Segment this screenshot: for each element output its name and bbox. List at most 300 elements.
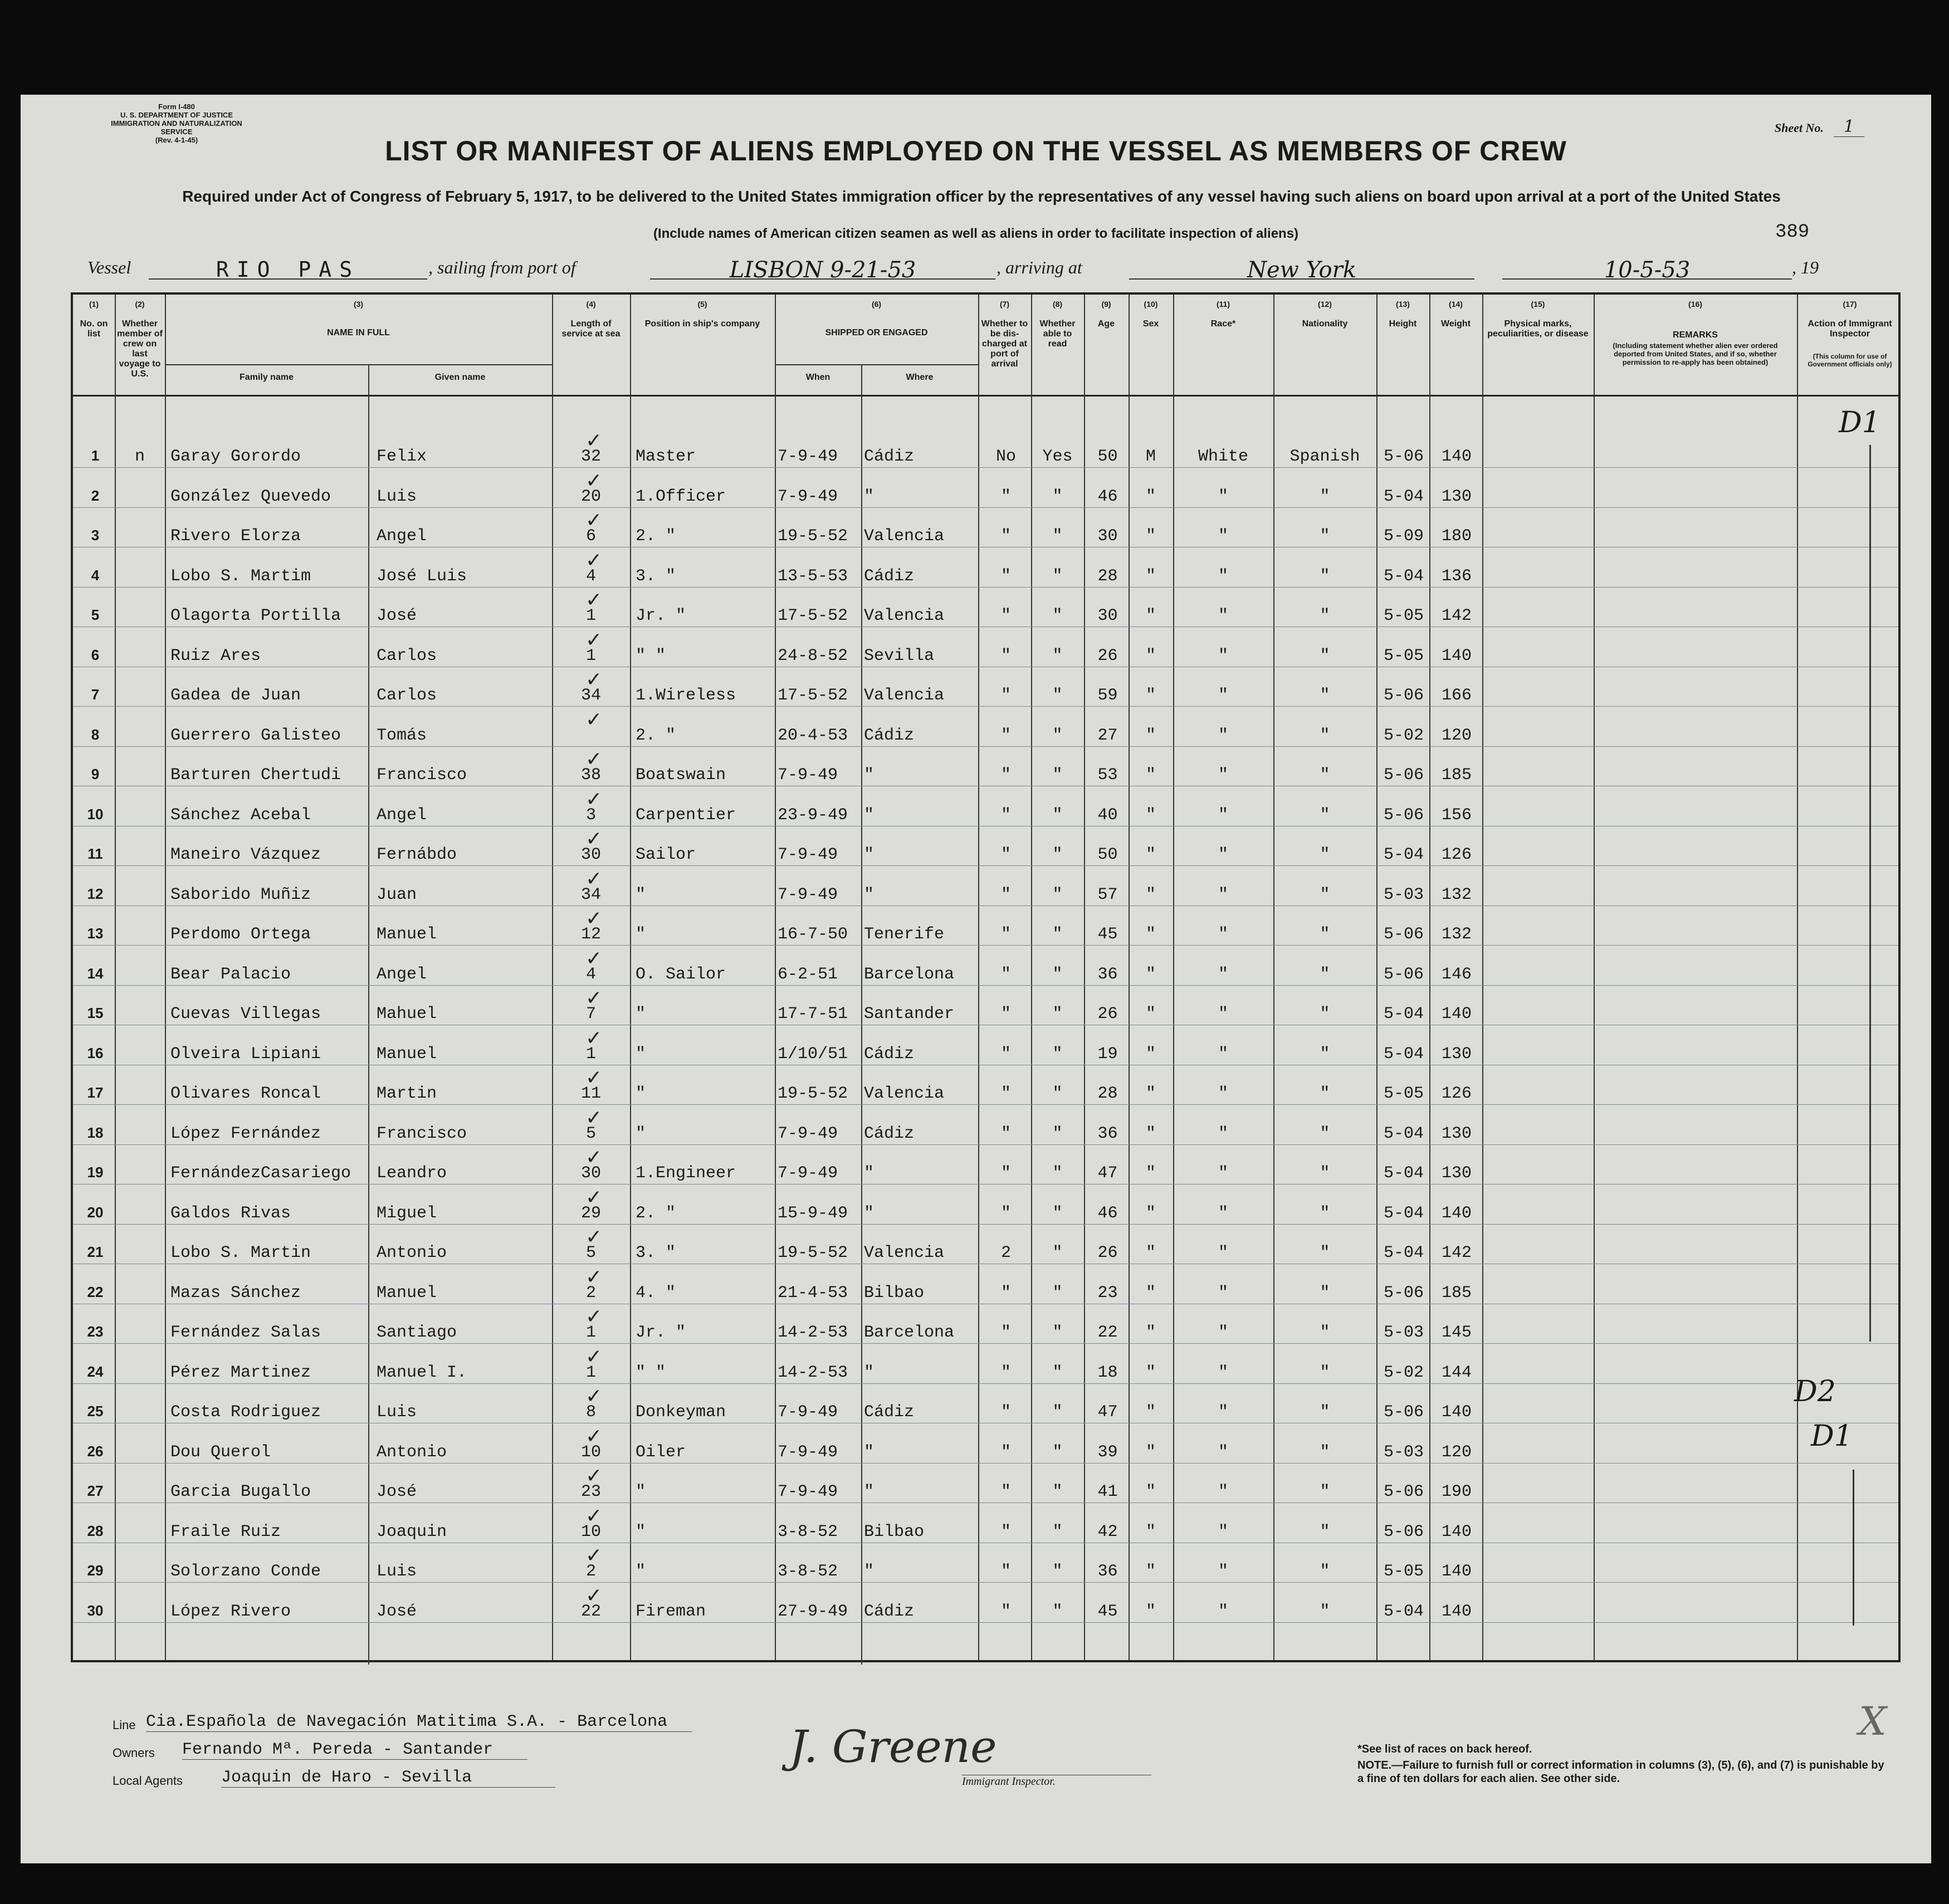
action-d1-top: D1 [1839, 406, 1880, 439]
row-rule [73, 1383, 1898, 1384]
cell-wt: 132 [1441, 885, 1472, 904]
cell-ht: 5-06 [1383, 925, 1424, 944]
cell-nat: " [1320, 606, 1330, 625]
cell-age: 26 [1097, 646, 1118, 665]
cell-where: " [864, 1363, 875, 1382]
cell-where: Valencia [864, 527, 945, 546]
cell-dis: " [1000, 1084, 1011, 1103]
cell-race: " [1218, 1482, 1228, 1501]
cell-nat: Spanish [1289, 447, 1360, 466]
row-rule [73, 1184, 1898, 1185]
check-mark-icon: ✓ [585, 469, 603, 492]
cell-dis: " [1000, 1203, 1011, 1223]
cell-when: 20-4-53 [778, 726, 848, 745]
check-mark-icon: ✓ [585, 1146, 603, 1169]
cell-family: López Fernández [170, 1124, 321, 1143]
requirement-text: Required under Act of Congress of February 5, 1917, to be delivered to the United States immigration officer by the representatives of any vessel having such aliens on board upon arrival at a port of the United States [182, 188, 1781, 205]
cell-pos: Fireman [636, 1602, 706, 1621]
cell-read: " [1052, 845, 1063, 864]
cell-ht: 5-06 [1383, 766, 1424, 785]
cell-pos: Jr. " [636, 1323, 686, 1342]
cell-ht: 5-04 [1383, 1244, 1424, 1262]
cell-sex: " [1145, 487, 1156, 506]
column-rule [1129, 295, 1130, 1660]
column-number: (14) [1449, 300, 1463, 309]
column-rule [165, 295, 166, 1660]
cell-dis: " [1000, 1164, 1011, 1183]
cell-when: 19-5-52 [778, 1244, 848, 1262]
cell-nat: " [1320, 487, 1330, 506]
cell-race: " [1218, 1403, 1228, 1422]
cell-svc: 8 [585, 1403, 596, 1422]
races-note: *See list of races on back hereof. [1357, 1743, 1532, 1755]
cell-sex: " [1145, 726, 1156, 745]
cell-ht: 5-06 [1383, 1283, 1424, 1303]
cell-read: " [1052, 1164, 1063, 1183]
row-rule [73, 626, 1898, 627]
column-rule [1482, 295, 1483, 1660]
cell-age: 28 [1097, 1084, 1118, 1103]
cell-ht: 5-05 [1383, 1084, 1424, 1103]
column-header: Position in ship's company [644, 319, 760, 329]
cell-race: " [1218, 1124, 1228, 1143]
cell-race: " [1218, 1164, 1228, 1183]
cell-no: 24 [87, 1363, 104, 1380]
check-mark-icon: ✓ [585, 1026, 603, 1050]
cell-dis: " [1000, 686, 1011, 705]
cell-where: Cádiz [864, 726, 915, 745]
cell-when: 14-2-53 [778, 1363, 848, 1382]
cell-when: 19-5-52 [778, 527, 848, 546]
cell-sex: " [1145, 805, 1156, 825]
column-header: SHIPPED OR ENGAGED [825, 328, 928, 337]
cell-read: Yes [1042, 447, 1073, 466]
cell-where: " [864, 805, 875, 825]
cell-when: 7-9-49 [778, 1124, 838, 1143]
column-header: Length of service at sea [561, 319, 621, 339]
cell-family: Fernández Salas [170, 1323, 321, 1342]
cell-where: Bilbao [864, 1283, 925, 1303]
cell-pos: " [636, 1562, 646, 1581]
cell-no: 15 [87, 1005, 104, 1021]
row-rule [73, 507, 1898, 508]
check-mark-icon: ✓ [585, 1425, 603, 1448]
cell-given: Manuel I. [377, 1363, 467, 1382]
cell-where: Cádiz [864, 1124, 915, 1143]
cell-dis: " [1000, 487, 1011, 506]
cell-where: Tenerife [864, 925, 945, 944]
cell-given: Martin [377, 1084, 437, 1103]
cell-wt: 120 [1441, 726, 1472, 745]
column-rule [1594, 295, 1595, 1660]
cell-where: Cádiz [864, 1403, 915, 1422]
cell-svc: 7 [585, 1005, 596, 1024]
cell-ht: 5-06 [1383, 686, 1424, 705]
cell-wt: 140 [1441, 1403, 1472, 1422]
cell-read: " [1052, 1283, 1063, 1303]
cell-no: 22 [87, 1283, 104, 1300]
cell-no: 14 [87, 965, 104, 982]
row-rule [73, 1224, 1898, 1225]
cell-no: 26 [87, 1442, 104, 1460]
cell-when: 7-9-49 [778, 1482, 838, 1501]
cell-age: 42 [1097, 1522, 1118, 1541]
cell-where: " [864, 1562, 875, 1581]
cell-dis: " [1000, 1363, 1011, 1382]
owners-value: Fernando Mª. Pereda - Santander [182, 1740, 527, 1760]
cell-no: 28 [87, 1522, 104, 1539]
crew-table [71, 292, 1901, 1662]
cell-read: " [1052, 1482, 1063, 1501]
cell-given: Tomás [377, 726, 427, 745]
cell-read: " [1052, 805, 1063, 825]
row-rule [73, 1343, 1898, 1344]
column-subheader: Where [906, 373, 934, 382]
cell-read: " [1052, 1005, 1063, 1024]
column-number: (13) [1396, 300, 1410, 309]
cell-pos: 1.Engineer [636, 1164, 736, 1183]
cell-race: " [1218, 606, 1228, 625]
cell-family: Galdos Rivas [170, 1203, 291, 1223]
remarks-note: (Including statement whether alien ever ordered deported from United States, and if so, whether permission to re-apply has been obtained) [1613, 341, 1778, 366]
cell-where: Cádiz [864, 447, 915, 466]
vessel-name: RIO PAS [149, 257, 427, 280]
cell-svc: 10 [580, 1522, 601, 1541]
cell-sex: " [1145, 1522, 1156, 1541]
cell-read: " [1052, 1602, 1063, 1621]
cell-read: " [1052, 646, 1063, 665]
cell-age: 18 [1097, 1363, 1118, 1382]
cell-when: 7-9-49 [778, 1403, 838, 1422]
cell-family: Ruiz Ares [170, 646, 261, 665]
cell-when: 27-9-49 [778, 1602, 848, 1621]
cell-read: " [1052, 527, 1063, 546]
cell-read: " [1052, 606, 1063, 625]
inspector-label: Immigrant Inspector. [962, 1775, 1151, 1788]
cell-svc: 32 [580, 447, 601, 466]
cell-ht: 5-05 [1383, 606, 1424, 625]
cell-given: Luis [377, 1403, 417, 1422]
cell-given: Angel [377, 965, 427, 984]
column-number: (16) [1688, 300, 1702, 309]
cell-sex: " [1145, 1124, 1156, 1143]
cell-no: 10 [87, 805, 104, 823]
cell-family: Dou Querol [170, 1442, 271, 1462]
cell-wt: 140 [1441, 447, 1472, 466]
cell-no: 11 [87, 845, 103, 862]
cell-dis: " [1000, 885, 1011, 904]
cell-svc: 30 [580, 1164, 601, 1183]
cell-race: " [1218, 1283, 1228, 1303]
cell-pos: Oiler [636, 1442, 686, 1462]
cell-age: 28 [1097, 566, 1118, 586]
column-number: (8) [1052, 300, 1063, 309]
cell-where: Valencia [864, 1084, 945, 1103]
column-number: (12) [1318, 300, 1332, 309]
row-rule [73, 746, 1898, 747]
column-header: Nationality [1302, 319, 1348, 329]
cell-read: " [1052, 1203, 1063, 1223]
cell-where: " [864, 1203, 875, 1223]
cell-ht: 5-02 [1383, 1363, 1424, 1382]
cell-age: 27 [1097, 726, 1118, 745]
check-mark-icon: ✓ [585, 708, 603, 731]
cell-where: " [864, 1482, 875, 1501]
cell-wt: 126 [1441, 1084, 1472, 1103]
cell-no: 23 [87, 1323, 104, 1340]
cell-wt: 130 [1441, 1124, 1472, 1143]
cell-svc: 2 [585, 1283, 596, 1303]
cell-given: Felix [377, 447, 427, 466]
cell-given: Carlos [377, 686, 437, 705]
cell-sex: " [1145, 1403, 1156, 1422]
cell-read: " [1052, 1522, 1063, 1541]
cell-pos: Carpentier [636, 805, 736, 825]
cell-when: 19-5-52 [778, 1084, 848, 1103]
cell-pos: Sailor [636, 845, 696, 864]
cell-nat: " [1320, 527, 1330, 546]
cell-race: " [1218, 1005, 1228, 1024]
cell-where: Barcelona [864, 1323, 955, 1342]
cell-when: 13-5-53 [778, 566, 848, 586]
cell-when: 7-9-49 [778, 1442, 838, 1462]
cell-read: " [1052, 1323, 1063, 1342]
cell-family: López Rivero [170, 1602, 291, 1621]
column-number: (11) [1216, 300, 1230, 309]
cell-given: Joaquin [377, 1522, 447, 1541]
cell-given: Manuel [377, 1044, 437, 1064]
cell-given: José Luis [377, 566, 467, 586]
cell-read: " [1052, 1044, 1063, 1064]
cell-family: Solorzano Conde [170, 1562, 321, 1581]
cell-svc: 23 [580, 1482, 601, 1501]
cell-nat: " [1320, 1442, 1330, 1462]
cell-sex: " [1145, 1005, 1156, 1024]
cell-wt: 180 [1441, 527, 1472, 546]
cell-read: " [1052, 487, 1063, 506]
column-number: (7) [999, 300, 1010, 309]
cell-nat: " [1320, 1164, 1330, 1183]
penalty-note: NOTE.—Failure to furnish full or correct information in columns (3), (5), (6), and (7) is punishable by a fine of ten dollars for each alien. See other side. [1357, 1759, 1884, 1785]
cell-dis: " [1000, 1323, 1011, 1342]
cell-nat: " [1320, 1005, 1330, 1024]
cell-no: 4 [91, 566, 100, 584]
cell-when: 16-7-50 [778, 925, 848, 944]
cell-nat: " [1320, 766, 1330, 785]
cell-given: Fernábdo [377, 845, 457, 864]
cell-read: " [1052, 1403, 1063, 1422]
cell-nat: " [1320, 925, 1330, 944]
check-mark-icon: ✓ [585, 1066, 603, 1089]
cell-given: Francisco [377, 766, 467, 785]
cell-read: " [1052, 1562, 1063, 1581]
cell-where: Santander [864, 1005, 955, 1024]
cell-where: " [864, 885, 875, 904]
cell-age: 19 [1097, 1044, 1118, 1064]
cell-pos: 4. " [636, 1283, 676, 1303]
cell-no: 30 [87, 1602, 104, 1619]
cell-dis: " [1000, 1283, 1011, 1303]
cell-nat: " [1320, 1482, 1330, 1501]
cell-where: Barcelona [864, 965, 955, 984]
cell-race: " [1218, 1562, 1228, 1581]
cell-nat: " [1320, 1124, 1330, 1143]
cell-family: Mazas Sánchez [170, 1283, 301, 1303]
cell-svc: 1 [585, 1363, 596, 1382]
cell-no: 9 [91, 766, 100, 782]
departure-port: LISBON 9-21-53 [650, 257, 995, 280]
check-mark-icon: ✓ [585, 1186, 603, 1209]
cell-family: Saborido Muñiz [170, 885, 311, 904]
cell-no: 7 [91, 686, 100, 703]
cell-age: 30 [1097, 527, 1118, 546]
cell-sex: " [1145, 527, 1156, 546]
cell-age: 26 [1097, 1005, 1118, 1024]
cell-ht: 5-06 [1383, 1482, 1424, 1501]
cell-when: 7-9-49 [778, 1164, 838, 1183]
column-number: (6) [871, 300, 882, 309]
cell-where: Valencia [864, 1244, 945, 1262]
cell-wt: 140 [1441, 1562, 1472, 1581]
column-header: Height [1389, 319, 1417, 329]
cell-age: 36 [1097, 1124, 1118, 1143]
cell-nat: " [1320, 805, 1330, 825]
cell-given: José [377, 606, 417, 625]
cell-pos: " [636, 925, 646, 944]
cell-when: 15-9-49 [778, 1203, 848, 1223]
line-value: Cia.Española de Navegación Matitima S.A. - Barcelona [146, 1712, 692, 1732]
cell-age: 47 [1097, 1403, 1118, 1422]
sheet-number: Sheet No. 1 [1775, 117, 1864, 136]
cell-no: 6 [91, 646, 100, 663]
cell-race: " [1218, 965, 1228, 984]
row-rule [73, 865, 1898, 866]
cell-dis: " [1000, 566, 1011, 586]
cell-sex: " [1145, 1562, 1156, 1581]
cell-wt: 144 [1441, 1363, 1472, 1382]
row-rule [73, 1104, 1898, 1105]
cell-wt: 190 [1441, 1482, 1472, 1501]
cell-race: " [1218, 566, 1228, 586]
check-mark-icon: ✓ [585, 1265, 603, 1289]
cell-where: Cádiz [864, 1044, 915, 1064]
cell-ht: 5-06 [1383, 1522, 1424, 1541]
stamp-number: 389 [1775, 222, 1810, 243]
cell-dis: " [1000, 1124, 1011, 1143]
cell-pos: " [636, 1005, 646, 1024]
cell-ht: 5-04 [1383, 845, 1424, 864]
check-mark-icon: ✓ [585, 748, 603, 771]
cell-svc: 30 [580, 845, 601, 864]
cell-nat: " [1320, 646, 1330, 665]
cell-nat: " [1320, 1363, 1330, 1382]
cell-nat: " [1320, 1084, 1330, 1103]
cell-pos: 3. " [636, 566, 676, 586]
cell-sex: " [1145, 845, 1156, 864]
cell-dis: 2 [1000, 1244, 1011, 1262]
page-title: LIST OR MANIFEST OF ALIENS EMPLOYED ON THE VESSEL AS MEMBERS OF CREW [385, 135, 1567, 167]
cell-race: " [1218, 805, 1228, 825]
agents-label: Local Agents [113, 1774, 183, 1788]
cell-race: " [1218, 766, 1228, 785]
cell-given: Manuel [377, 925, 437, 944]
cell-age: 45 [1097, 1602, 1118, 1621]
check-mark-icon: ✓ [585, 907, 603, 930]
check-mark-icon: ✓ [585, 589, 603, 611]
cell-family: Lobo S. Martin [170, 1244, 311, 1262]
cell-race: " [1218, 1522, 1228, 1541]
cell-where: Bilbao [864, 1522, 925, 1541]
cell-when: 21-4-53 [778, 1283, 848, 1303]
cell-no: 12 [87, 885, 104, 902]
cell-no: 19 [87, 1164, 104, 1181]
cell-nat: " [1320, 1244, 1330, 1262]
cell-family: Costa Rodriguez [170, 1403, 321, 1422]
cell-sex: " [1145, 925, 1156, 944]
column-number: (17) [1843, 300, 1857, 309]
cell-read: " [1052, 1124, 1063, 1143]
cell-svc: 38 [580, 766, 601, 785]
cell-race: " [1218, 1363, 1228, 1382]
cell-sex: " [1145, 965, 1156, 984]
cell-given: Angel [377, 527, 427, 546]
cell-ht: 5-03 [1383, 885, 1424, 904]
cell-read: " [1052, 1084, 1063, 1103]
cell-given: Juan [377, 885, 417, 904]
include-note: (Include names of American citizen seamen as well as aliens in order to facilitate inspection of aliens) [653, 226, 1299, 241]
column-header: Whether member of crew on last voyage to U.S. [117, 319, 163, 379]
column-number: (3) [353, 300, 364, 309]
check-mark-icon: ✓ [585, 628, 603, 652]
cell-sex: " [1145, 1164, 1156, 1183]
cell-ht: 5-09 [1383, 527, 1424, 546]
cell-nat: " [1320, 566, 1330, 586]
cell-wt: 140 [1441, 646, 1472, 665]
cell-given: José [377, 1482, 417, 1501]
cell-wt: 132 [1441, 925, 1472, 944]
cell-given: Antonio [377, 1244, 447, 1262]
cell-svc: 22 [580, 1602, 601, 1621]
cell-family: Olveira Lipiani [170, 1044, 321, 1064]
cell-family: Barturen Chertudi [170, 766, 341, 785]
cell-nat: " [1320, 1403, 1330, 1422]
check-mark-icon: ✓ [585, 429, 603, 452]
cell-family: Rivero Elorza [170, 527, 301, 546]
cell-dis: " [1000, 925, 1011, 944]
column-rule [1429, 295, 1430, 1660]
column-number: (2) [135, 300, 145, 309]
cell-when: 14-2-53 [778, 1323, 848, 1342]
cell-ht: 5-04 [1383, 1044, 1424, 1064]
cell-ht: 5-04 [1383, 487, 1424, 506]
cell-when: 7-9-49 [778, 447, 838, 466]
cell-age: 36 [1097, 1562, 1118, 1581]
check-mark-icon: ✓ [585, 1226, 603, 1249]
row-rule [73, 467, 1898, 468]
cell-wt: 140 [1441, 1602, 1472, 1621]
cell-pos: Donkeyman [636, 1403, 726, 1422]
cell-race: " [1218, 646, 1228, 665]
cell-family: FernándezCasariego [170, 1164, 351, 1183]
check-mark-icon: ✓ [585, 549, 603, 572]
column-rule [1797, 295, 1798, 1660]
cell-ht: 5-04 [1383, 1602, 1424, 1621]
cell-pos: 1.Wireless [636, 686, 736, 705]
cell-nat: " [1320, 845, 1330, 864]
column-number: (15) [1531, 300, 1545, 309]
cell-no: 13 [87, 925, 104, 942]
cell-sex: " [1145, 1323, 1156, 1342]
